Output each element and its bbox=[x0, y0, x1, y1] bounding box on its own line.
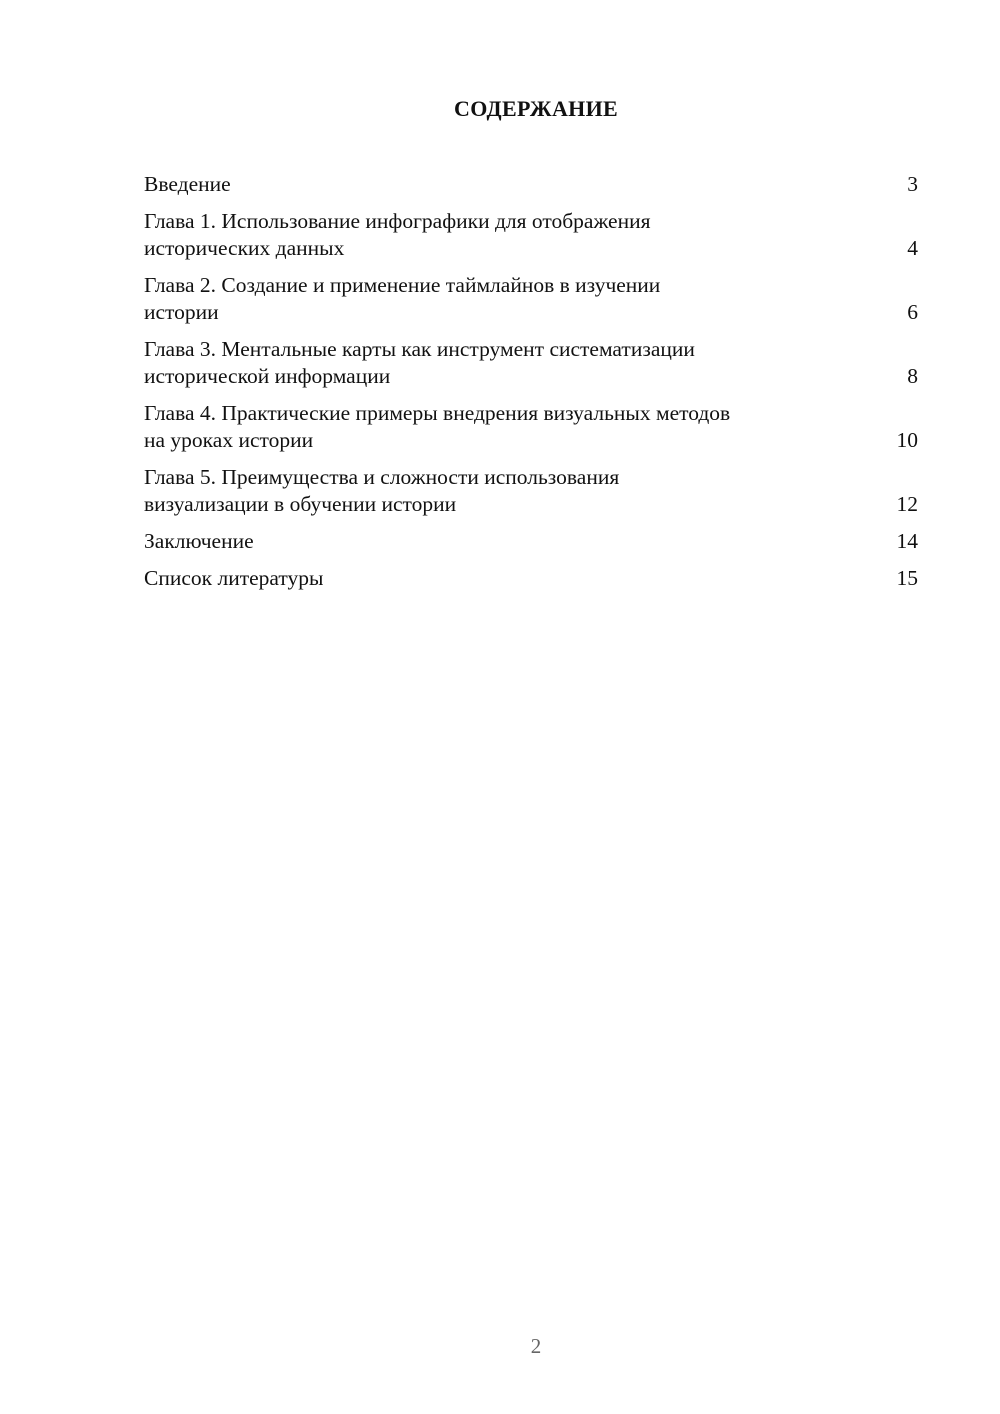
toc-entry-line: Глава 3. Ментальные карты как инструмент систематизации bbox=[144, 337, 695, 361]
toc-entry-line: исторической информации bbox=[144, 364, 391, 388]
toc-entry-text bbox=[144, 171, 231, 198]
toc-entry-chapter-5 bbox=[144, 464, 918, 518]
toc-entry-page: 3 bbox=[907, 172, 918, 196]
toc-entry-text bbox=[144, 208, 650, 262]
toc-entry-line: исторических данных bbox=[144, 236, 345, 260]
toc-entry-text bbox=[144, 272, 660, 326]
page-title: СОДЕРЖАНИЕ bbox=[454, 96, 618, 121]
toc-entry-page: 6 bbox=[907, 300, 918, 324]
toc-entry-text bbox=[144, 565, 323, 592]
toc-entry-references bbox=[144, 565, 918, 592]
toc-entry-page: 10 bbox=[896, 428, 918, 452]
toc-entry-line: на уроках истории bbox=[144, 428, 314, 452]
toc-entry-line: Глава 1. Использование инфографики для отображения bbox=[144, 209, 651, 233]
toc-entry-line: Список литературы bbox=[144, 566, 324, 590]
toc-entry-page: 8 bbox=[907, 364, 918, 388]
toc-entry-text bbox=[144, 528, 254, 555]
toc-entry-page: 14 bbox=[896, 529, 918, 553]
toc-entry-introduction bbox=[144, 171, 918, 198]
toc-entry-page: 4 bbox=[907, 236, 918, 260]
toc-entry-chapter-3 bbox=[144, 336, 918, 390]
toc-entry-chapter-1 bbox=[144, 208, 918, 262]
toc-entry-line: визуализации в обучении истории bbox=[144, 492, 457, 516]
toc-entry-chapter-4 bbox=[144, 400, 918, 454]
toc-entry-line: Глава 5. Преимущества и сложности использования bbox=[144, 465, 620, 489]
toc-entry-page: 15 bbox=[896, 566, 918, 590]
table-of-contents bbox=[144, 171, 918, 602]
toc-entry-chapter-2 bbox=[144, 272, 918, 326]
toc-entry-line: Введение bbox=[144, 172, 231, 196]
toc-entry-line: Заключение bbox=[144, 529, 254, 553]
toc-entry-conclusion bbox=[144, 528, 918, 555]
toc-entry-text bbox=[144, 464, 619, 518]
toc-entry-page: 12 bbox=[896, 492, 918, 516]
page-number: 2 bbox=[530, 1334, 542, 1358]
toc-entry-line: Глава 2. Создание и применение таймлайнов в изучении bbox=[144, 273, 661, 297]
toc-entry-line: истории bbox=[144, 300, 219, 324]
toc-entry-text bbox=[144, 400, 730, 454]
toc-entry-line: Глава 4. Практические примеры внедрения визуальных методов bbox=[144, 401, 731, 425]
toc-entry-text bbox=[144, 336, 695, 390]
